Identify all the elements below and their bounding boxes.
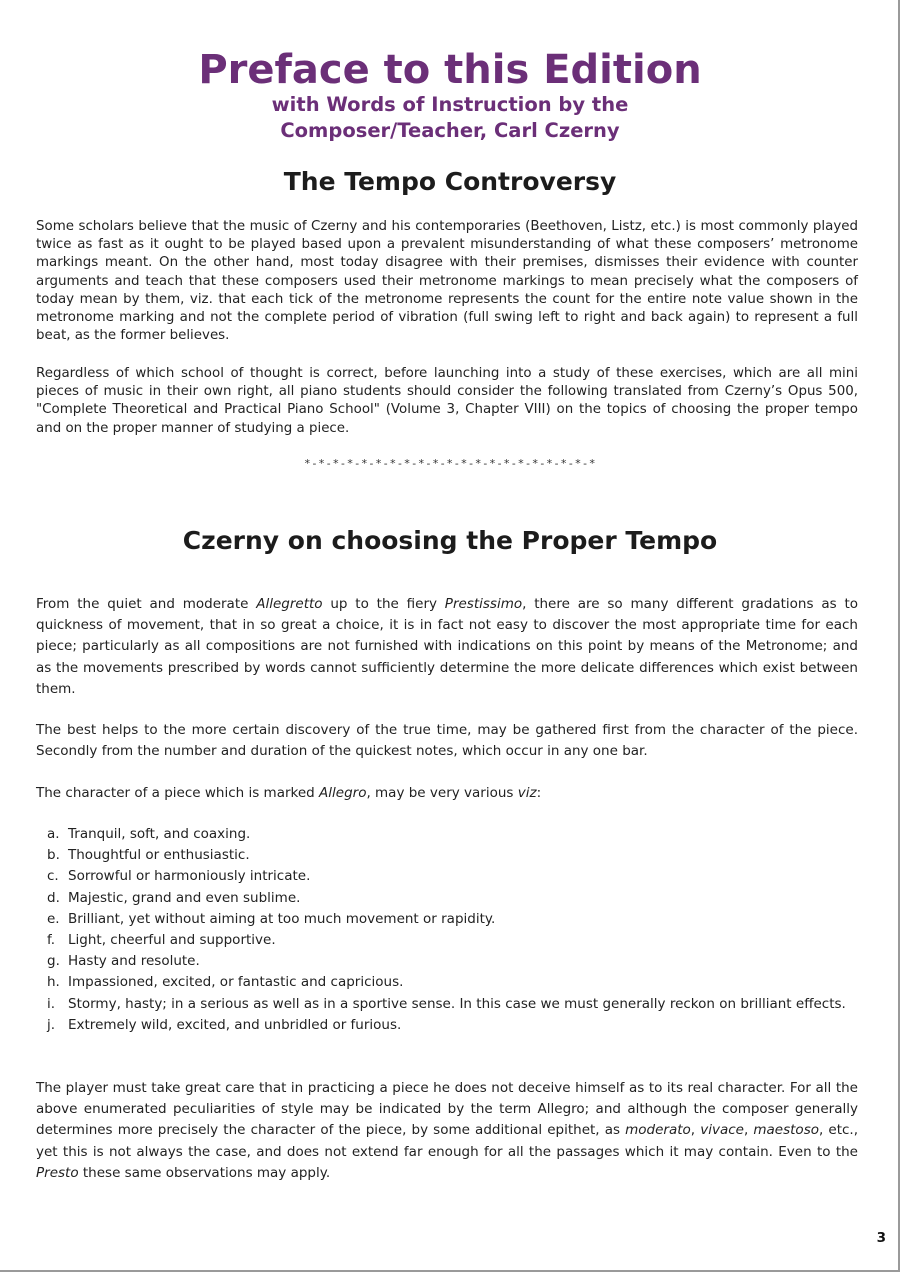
section-divider: *-*-*-*-*-*-*-*-*-*-*-*-*-*-*-*-*-*-*-*-* bbox=[303, 457, 597, 470]
paragraph-regardless: Regardless of which school of thought is correct, before launching into a study of these exercises, which are all mini pieces of music in their own right, all piano students should consider the following translated from Czerny’s Opus 500, "Complete Theoretical and Practical Piano School" (Volume 3, Chapter VIII) on the topics of choosing the proper tempo and on the proper manner of studying a piece. bbox=[36, 366, 858, 436]
page-subtitle bbox=[0, 92, 900, 144]
list-item: a. Tranquil, soft, and coaxing. bbox=[47, 826, 251, 842]
subtitle-line-1: with Words of Instruction by the bbox=[271, 93, 629, 116]
section-heading-proper-tempo: Czerny on choosing the Proper Tempo bbox=[182, 526, 718, 555]
page-title: Preface to this Edition bbox=[198, 47, 702, 93]
paragraph-player-care: The player must take great care that in practicing a piece he does not deceive himself as to its real character. For all the above enumerated peculiarities of style may be indicated by the term Allegro; and although the composer generally determines more precisely the character of the piece, by some additional epithet, as moderato, vivace, maestoso, etc., yet this is not always the case, and does not extend far enough for all the passages which it may contain. Even to the Presto these same observations may apply. bbox=[36, 1080, 858, 1181]
page-number: 3 bbox=[876, 1230, 886, 1246]
list-item: j. Extremely wild, excited, and unbridled or furious. bbox=[47, 1016, 402, 1033]
list-item: i. Stormy, hasty; in a serious as well as in a sportive sense. In this case we must generally reckon on brilliant effects. bbox=[47, 995, 846, 1012]
paragraph-allegretto: From the quiet and moderate Allegretto up to the fiery Prestissimo, there are so many different gradations as to quickness of movement, that in so great a choice, it is in fact not easy to discover the most appropriate time for each piece; particularly as all compositions are not furnished with indications on this point by means of the Metronome; and as the movements prescribed by words cannot sufficiently determine the more delicate differences which exist between them. bbox=[36, 596, 858, 697]
paragraph-scholars: Some scholars believe that the music of Czerny and his contemporaries (Beethoven, Listz, etc.) is most commonly played twice as fast as it ought to be played based upon a prevalent misunderstanding of what these composers’ metronome markings meant. On the other hand, most today disagree with their premises, dismisses their evidence with counter arguments and teach that these composers used their metronome markings to mean precisely what the composers of today mean by them, viz. that each tick of the metronome represents the count for the entire note value shown in the metronome marking and not the complete period of vibration (full swing left to right and back again) to represent a full beat, as the former believes. bbox=[36, 219, 858, 344]
character-list bbox=[36, 824, 858, 1036]
section-heading-tempo-controversy: The Tempo Controversy bbox=[283, 167, 617, 196]
list-item: e. Brilliant, yet without aiming at too much movement or rapidity. bbox=[47, 910, 496, 927]
subtitle-line-2: Composer/Teacher, Carl Czerny bbox=[280, 119, 620, 142]
list-item: b. Thoughtful or enthusiastic. bbox=[47, 847, 250, 864]
paragraph-best-helps: The best helps to the more certain discovery of the true time, may be gathered first from the character of the piece. Secondly from the number and duration of the quickest notes, which occur in any one bar. bbox=[36, 722, 858, 760]
list-item: g. Hasty and resolute. bbox=[47, 953, 200, 970]
list-item: c. Sorrowful or harmoniously intricate. bbox=[47, 868, 311, 885]
list-item: f. Light, cheerful and supportive. bbox=[47, 932, 276, 949]
list-item: h. Impassioned, excited, or fantastic and capricious. bbox=[47, 974, 404, 991]
paragraph-character-allegro: The character of a piece which is marked Allegro, may be very various viz: bbox=[36, 785, 542, 801]
list-item: d. Majestic, grand and even sublime. bbox=[47, 889, 301, 906]
